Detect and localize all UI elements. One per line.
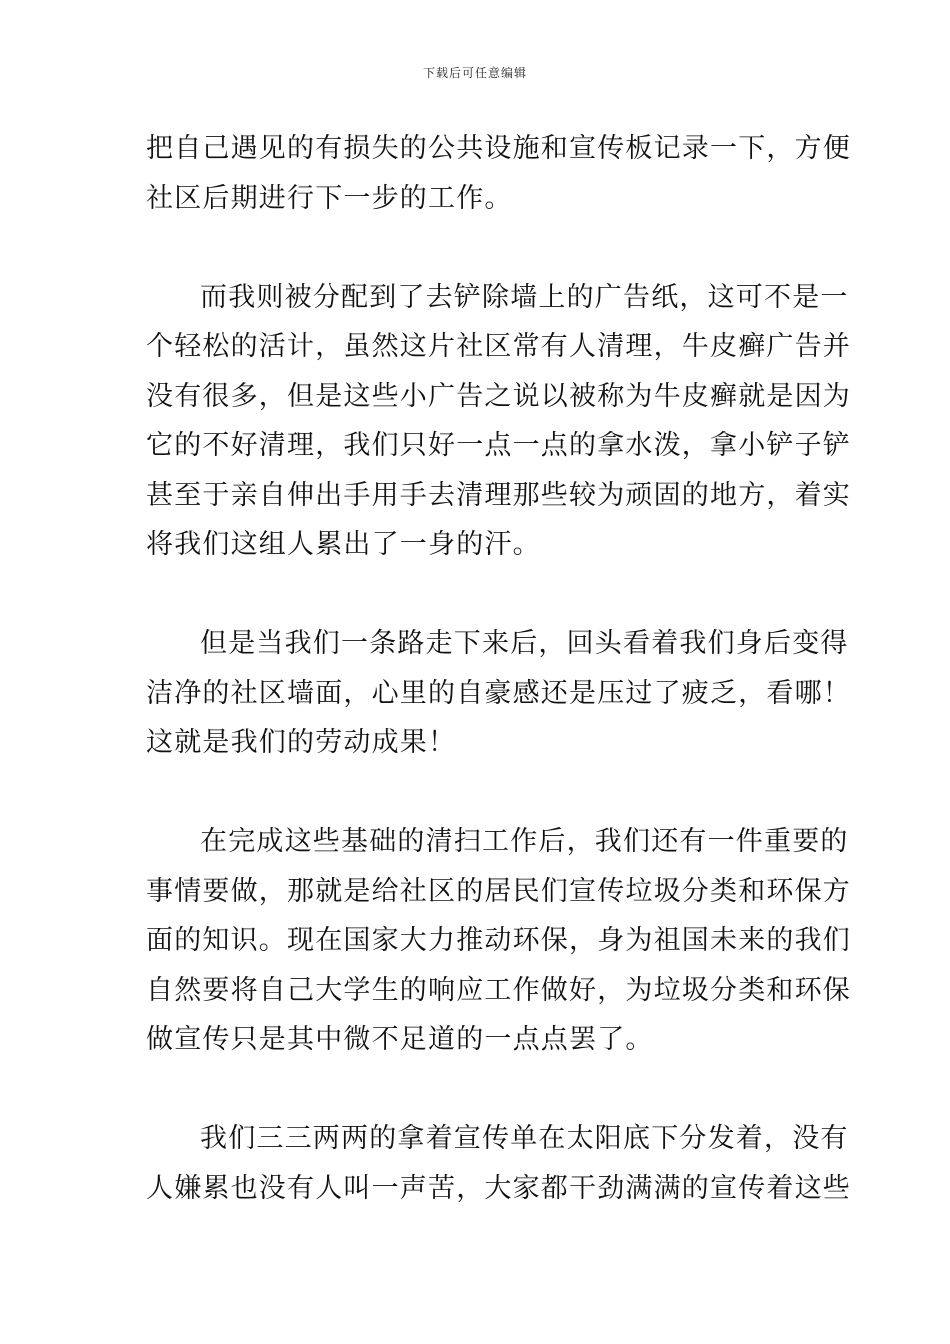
text-line: 没有很多，但是这些小广告之说以被称为牛皮癣就是因为 (146, 380, 851, 412)
paragraph-gap (146, 570, 811, 620)
text-line: 做宣传只是其中微不足道的一点点罢了。 (146, 1024, 654, 1055)
paragraph-1 (146, 124, 851, 223)
text-line: 事情要做，那就是给社区的居民们宣传垃圾分类和环保方 (146, 875, 851, 907)
document-body (146, 124, 851, 1213)
text-line: 个轻松的活计，虽然这片社区常有人清理，牛皮癣广告并 (146, 331, 851, 362)
text-line: 面的知识。现在国家大力推动环保，身为祖国未来的我们 (146, 925, 851, 956)
text-line: 社区后期进行下一步的工作。 (146, 182, 513, 214)
text-line: 把自己遇见的有损失的公共设施和宣传板记录一下，方便 (146, 133, 851, 164)
text-line: 自然要将自己大学生的响应工作做好，为垃圾分类和环保 (146, 974, 851, 1006)
text-line: 但是当我们一条路走下来后，回头看着我们身后变得 (200, 628, 849, 659)
text-line: 它的不好清理，我们只好一点一点的拿水泼，拿小铲子铲 (146, 430, 851, 461)
paragraph-gap (146, 768, 811, 818)
text-line: 我们三三两两的拿着宣传单在太阳底下分发着，没有 (200, 1123, 849, 1154)
text-line: 这就是我们的劳动成果！ (146, 727, 457, 758)
text-line: 人嫌累也没有人叫一声苦，大家都干劲满满的宣传着这些 (146, 1172, 851, 1204)
paragraph-4 (146, 817, 851, 1065)
text-line: 在完成这些基础的清扫工作后，我们还有一件重要的 (200, 826, 849, 857)
paragraph-3 (146, 619, 851, 768)
paragraph-5 (146, 1114, 851, 1213)
paragraph-gap (146, 1065, 811, 1115)
page-header: 下载后可任意编辑 (422, 66, 527, 80)
paragraph-gap (146, 223, 811, 273)
text-line: 洁净的社区墙面，心里的自豪感还是压过了疲乏，看哪！ (146, 677, 851, 709)
text-line: 将我们这组人累出了一身的汗。 (146, 529, 541, 560)
text-line: 而我则被分配到了去铲除墙上的广告纸，这可不是一 (200, 281, 849, 313)
paragraph-2 (146, 273, 851, 570)
text-line: 甚至于亲自伸出手用手去清理那些较为顽固的地方，着实 (146, 479, 851, 511)
